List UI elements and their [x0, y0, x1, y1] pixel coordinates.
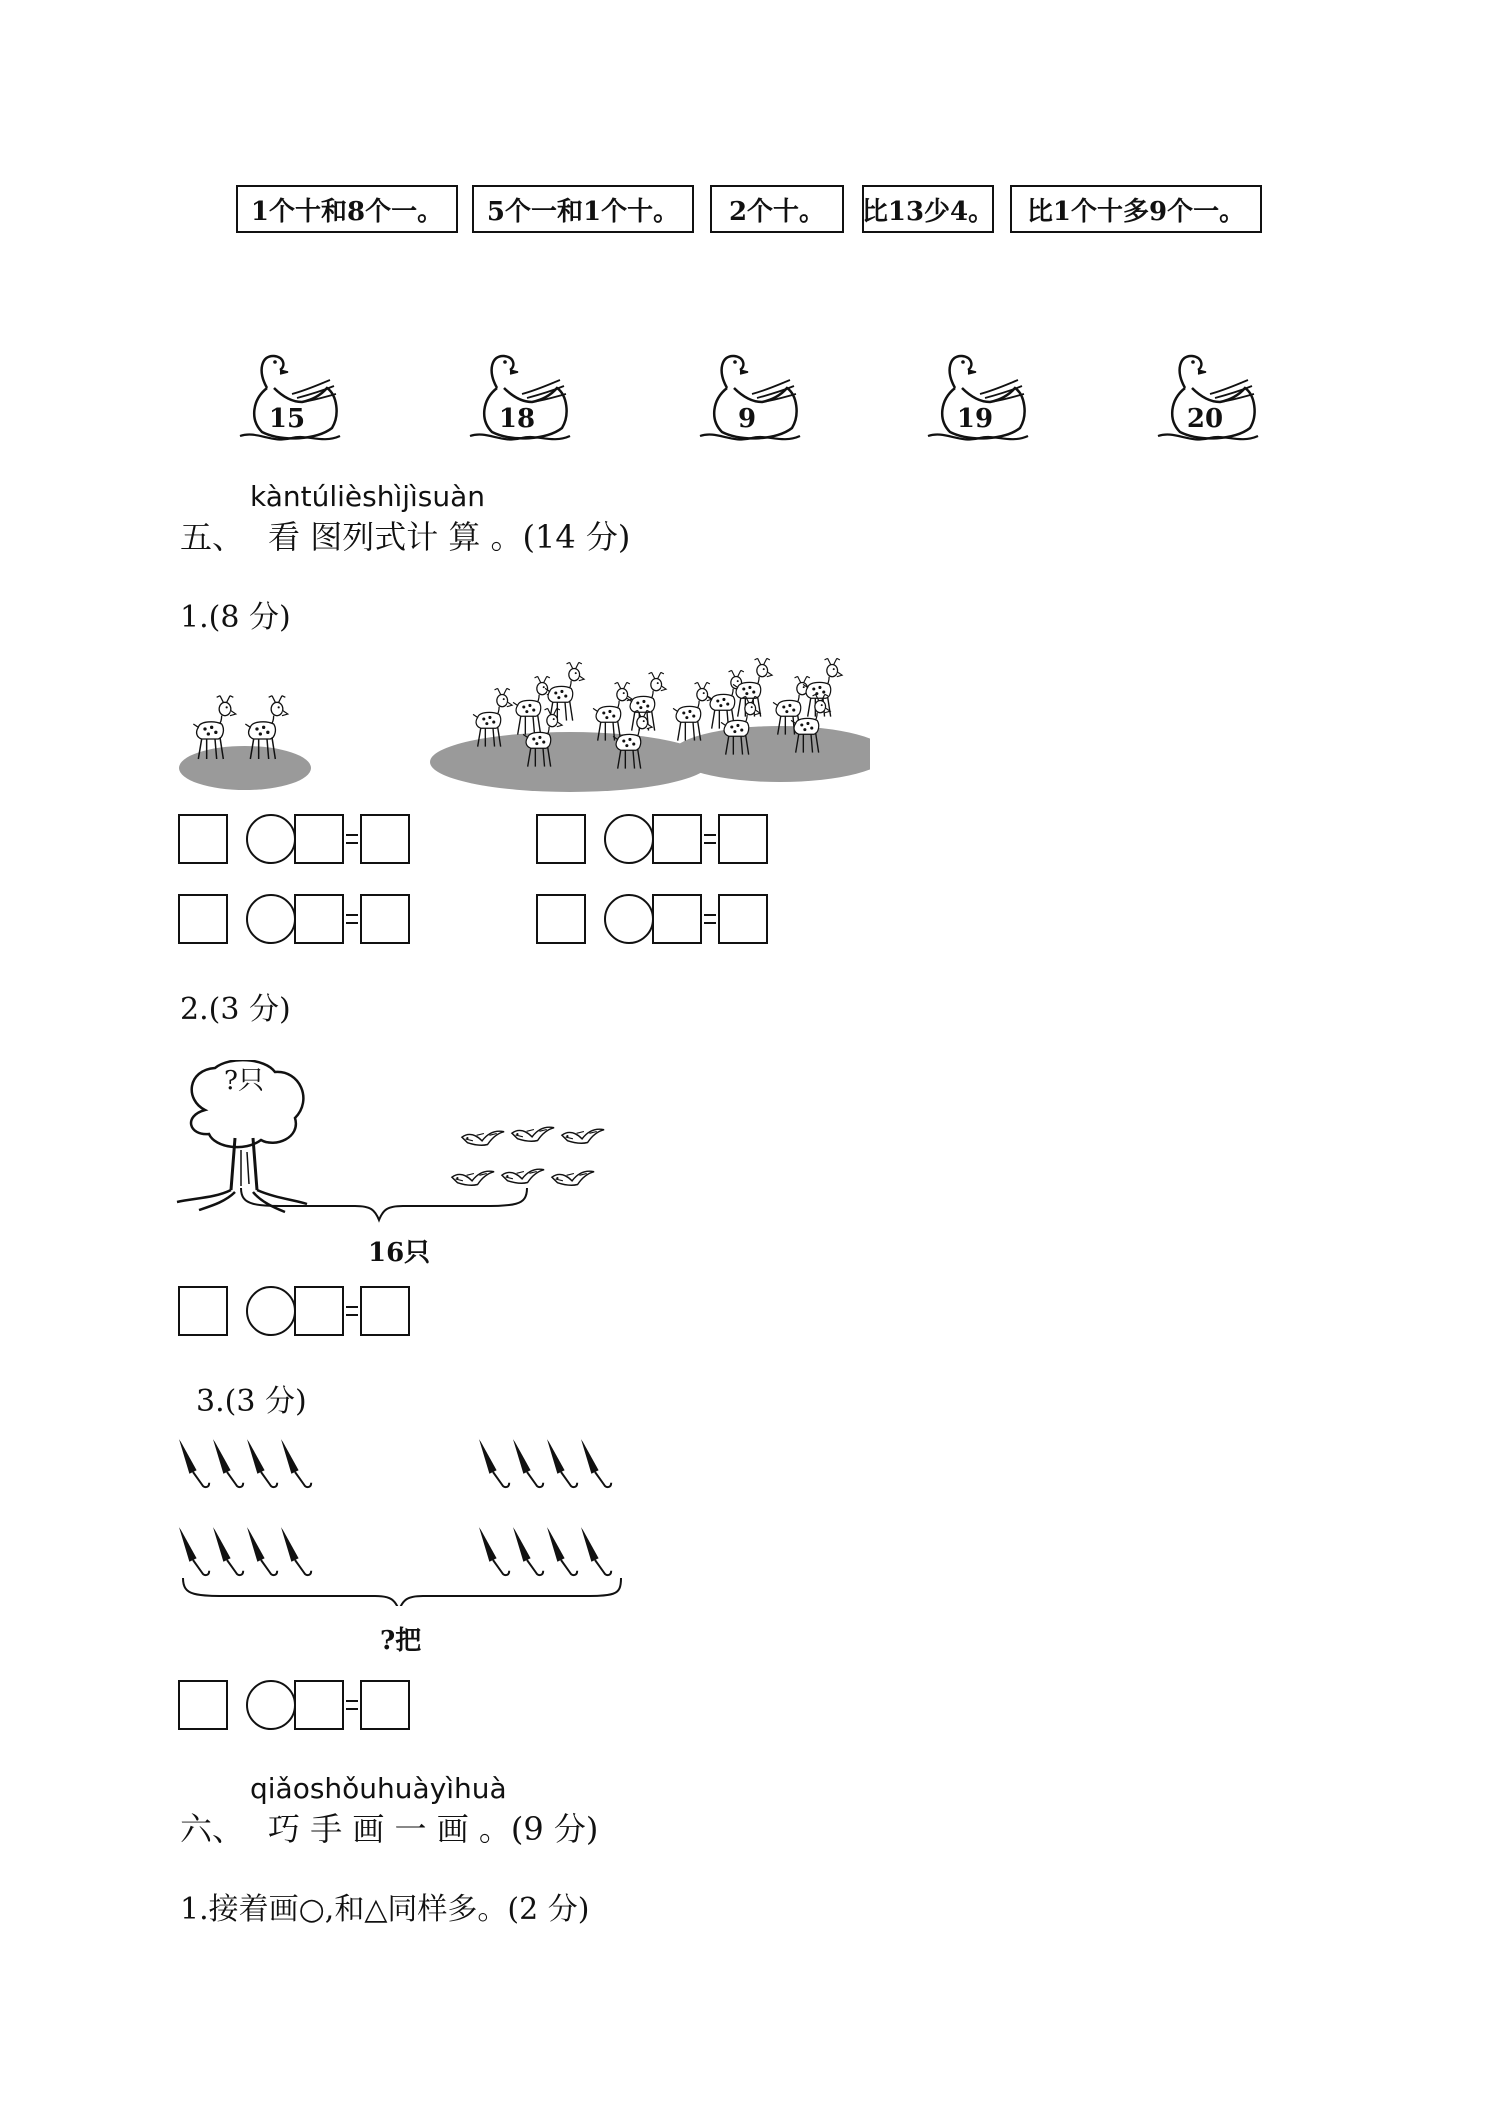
section6-mark: 六、: [180, 1810, 245, 1848]
swan-number: 9: [737, 404, 757, 434]
swan-icon: [1150, 350, 1260, 450]
equation-row[interactable]: [178, 1286, 418, 1338]
question-2-label: 2.(3 分): [180, 992, 291, 1027]
swan-number: 18: [498, 404, 536, 434]
equation-row[interactable]: [178, 814, 418, 866]
tree-unknown-label: ?只: [224, 1066, 264, 1096]
section5-title: 看 图列式计 算 。: [268, 518, 523, 556]
umbrella-icon: [179, 1438, 612, 1575]
section5-heading: [180, 512, 630, 558]
number-tag-1: 1个十和8个一。: [236, 185, 458, 233]
swan-number: 20: [1186, 404, 1224, 434]
bird-icon: [452, 1127, 604, 1185]
swan-icon: [462, 350, 572, 450]
swan-icon: [232, 350, 342, 450]
equation-row[interactable]: [178, 894, 418, 946]
question-3-label: 3.(3 分): [196, 1384, 307, 1419]
section5-mark: 五、: [180, 518, 245, 556]
equation-row[interactable]: [536, 814, 776, 866]
swan-number: 15: [268, 404, 306, 434]
deer-illustration: [170, 650, 870, 800]
birds-total-label: 16只: [368, 1238, 431, 1268]
section6-title: 巧 手 画 一 画 。: [268, 1810, 511, 1848]
swan-icon: [692, 350, 802, 450]
question-1-label: 1.(8 分): [180, 600, 291, 635]
section6-score: (9 分): [510, 1810, 599, 1848]
number-tag-4: 比13少4。: [862, 185, 994, 233]
swan-number: 19: [956, 404, 994, 434]
section5-pinyin: kàntúlièshìjìsuàn: [250, 480, 486, 513]
number-tag-3: 2个十。: [710, 185, 844, 233]
section6-heading: [180, 1804, 598, 1850]
equation-row[interactable]: [178, 1680, 418, 1732]
equation-row[interactable]: [536, 894, 776, 946]
section5-score: (14 分): [522, 518, 631, 556]
question-6-1-text: 1.接着画○,和△同样多。(2 分): [180, 1892, 590, 1927]
swan-icon: [920, 350, 1030, 450]
umbrellas-illustration: [175, 1436, 635, 1606]
number-tag-5: 比1个十多9个一。: [1010, 185, 1262, 233]
number-tag-2: 5个一和1个十。: [472, 185, 694, 233]
section6-pinyin: qiǎoshǒuhuàyìhuà: [250, 1772, 507, 1805]
umbrellas-total-label: ?把: [380, 1626, 422, 1656]
